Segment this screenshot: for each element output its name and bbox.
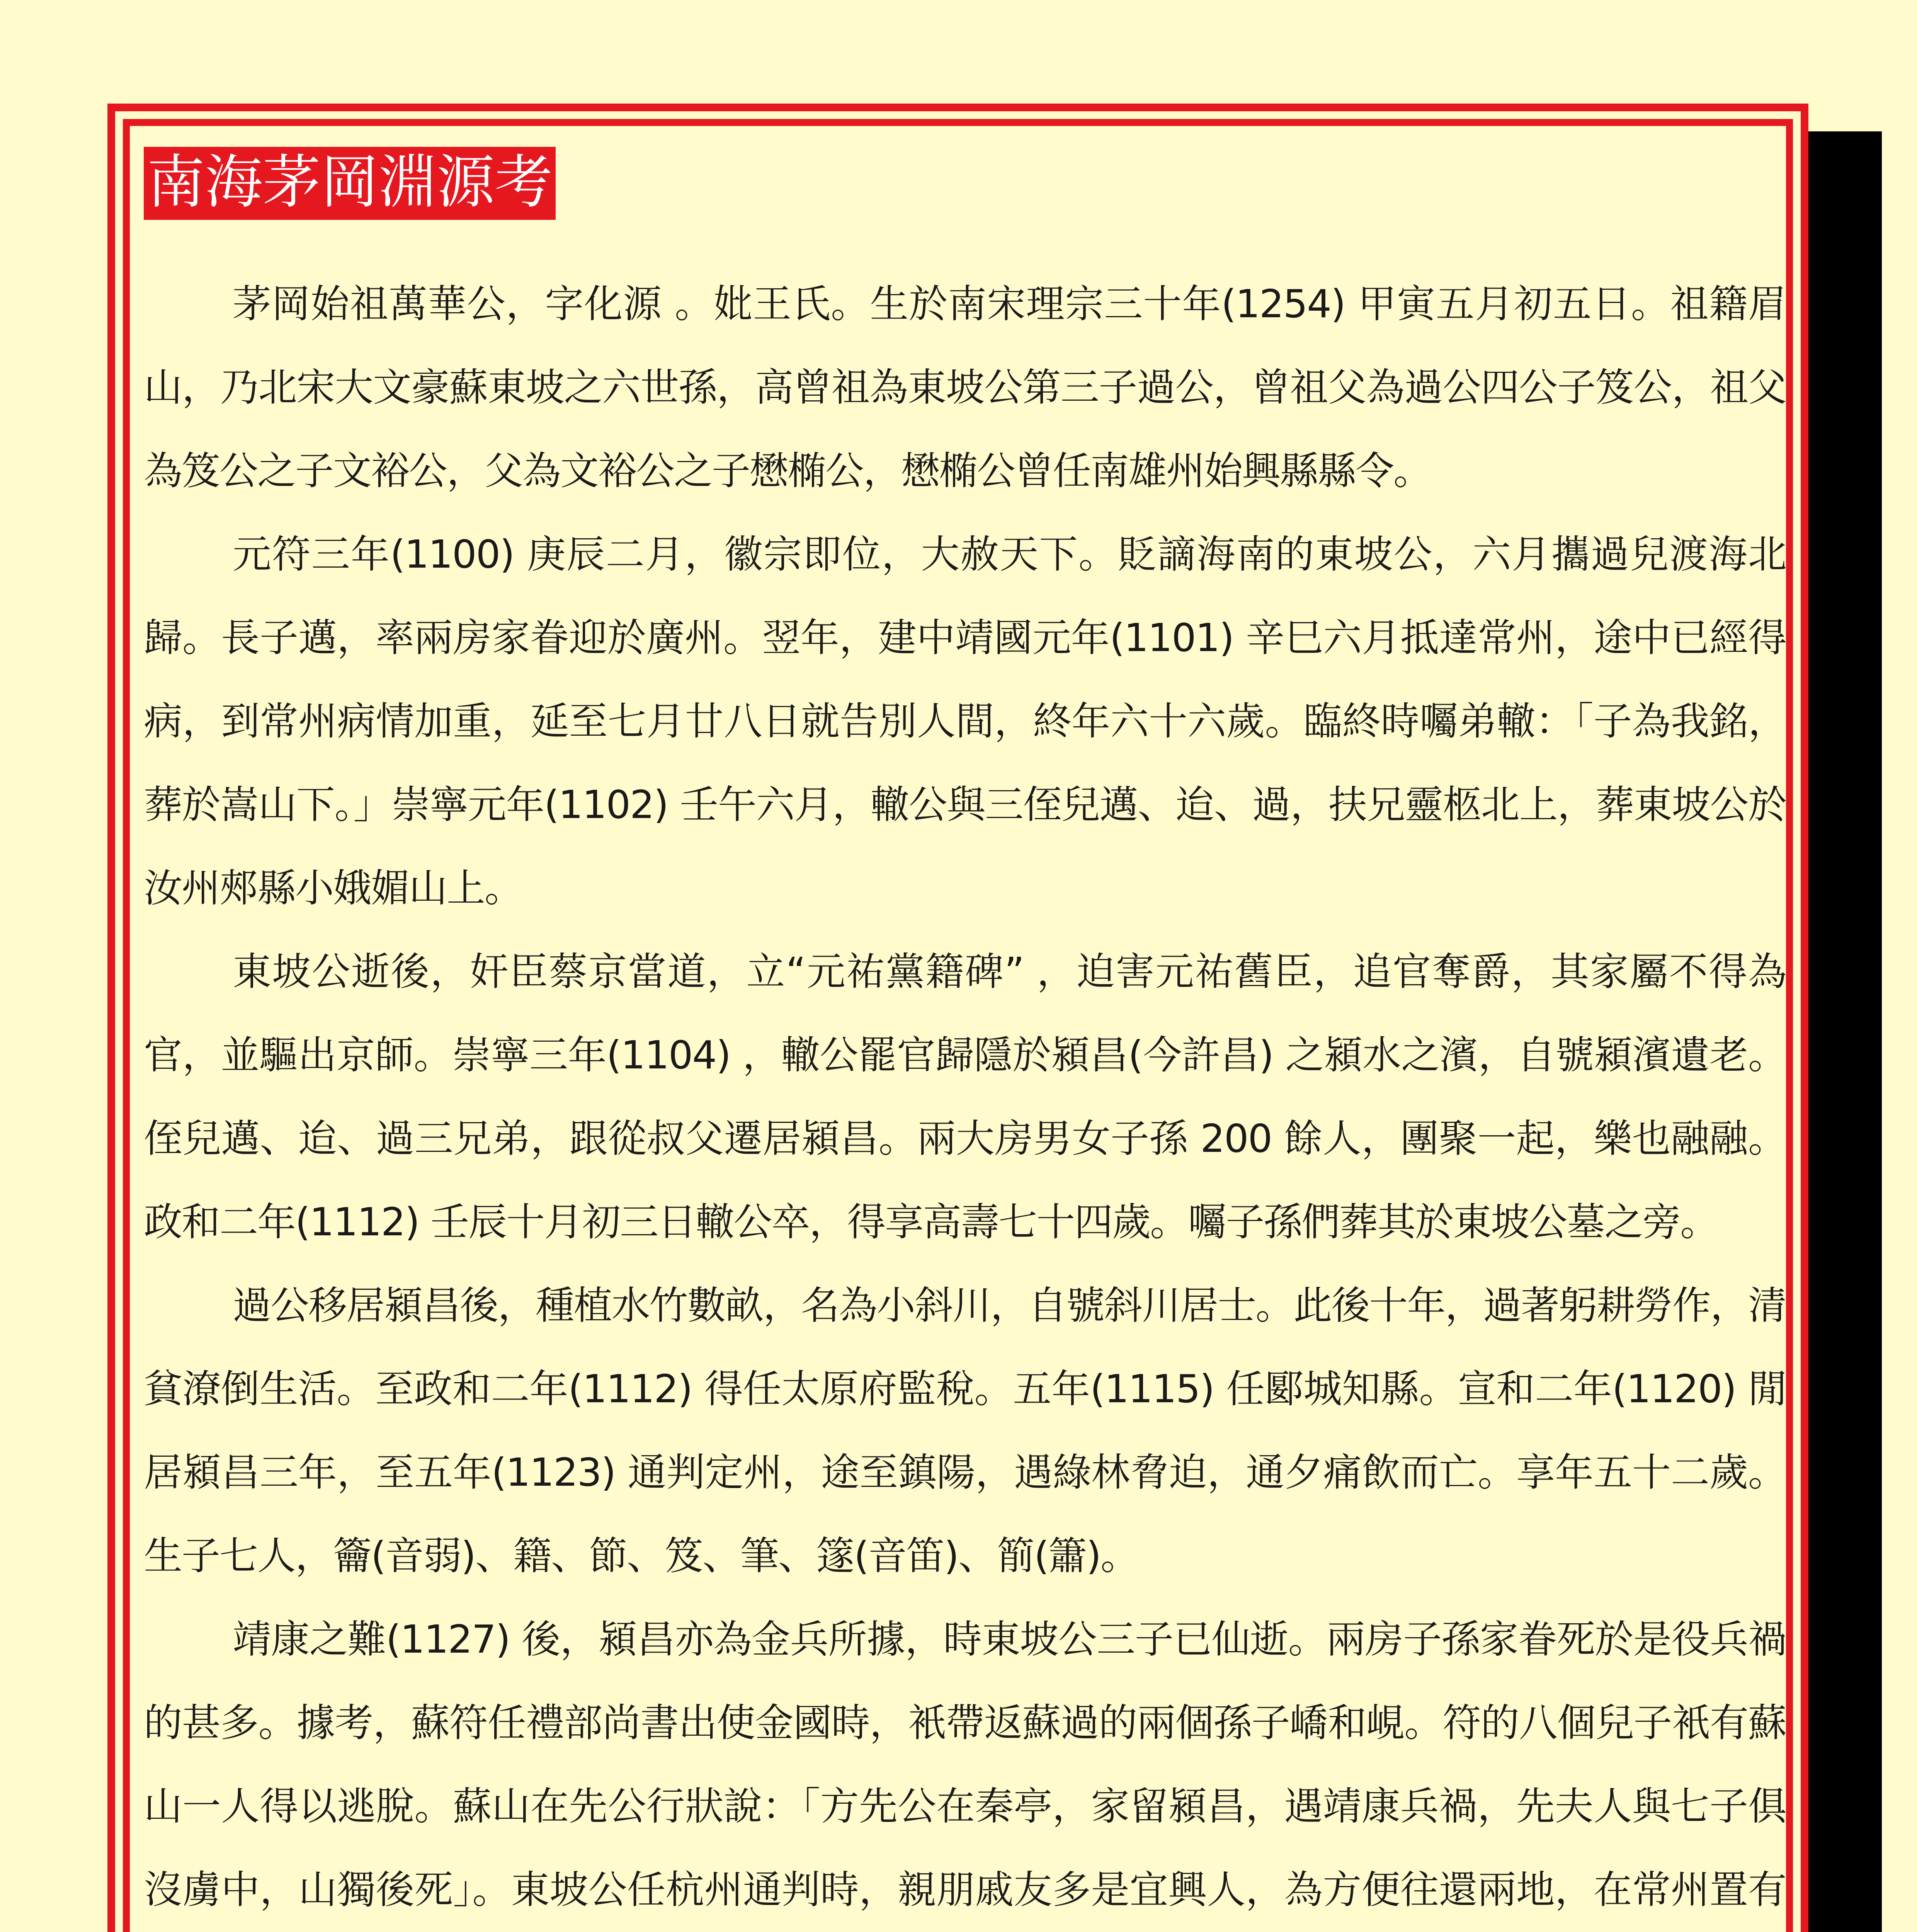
document-body <box>144 147 1786 1932</box>
paragraph: 東坡公逝後，奸臣蔡京當道，立“元祐黨籍碑” ，迫害元祐舊臣，追官奪爵，其家屬不得為官，並驅出京師。崇寧三年(1104) ，轍公罷官歸隱於潁昌(今許昌) 之潁水之濱，自號潁濱遺老。侄兒邁、迨、過三兄弟，跟從叔父遷居潁昌。兩大房男女子孫 200 餘人，團聚一起，樂也融融。政和二年(1112) 壬辰十月初三日轍公卒，得享高壽七十四歲。囑子孫們葬其於東坡公墓之旁。 <box>144 949 1786 1245</box>
paragraph: 元符三年(1100) 庚辰二月，徽宗即位，大赦天下。貶謫海南的東坡公，六月攜過兒渡海北歸。長子邁，率兩房家眷迎於廣州。翌年，建中靖國元年(1101) 辛巳六月抵達常州，途中已經得病，到常州病情加重，延至七月廿八日就告別人間，終年六十六歲。臨終時囑弟轍：「子為我銘，葬於嵩山下。」崇寧元年(1102) 壬午六月，轍公與三侄兒邁、迨、過，扶兄靈柩北上，葬東坡公於汝州郟縣小娥媚山上。 <box>144 531 1786 911</box>
document-title: 南海茅岡淵源考 <box>144 147 556 220</box>
paragraph: 靖康之難(1127) 後，潁昌亦為金兵所據，時東坡公三子已仙逝。兩房子孫家眷死於是役兵禍的甚多。據考，蘇符任禮部尚書出使金國時，衹帶返蘇過的兩個孫子嶠和峴。符的八個兒子衹有蘇山一人得以逃脫。蘇山在先公行狀說：「方先公在秦亭，家留潁昌，遇靖康兵禍，先夫人與七子俱沒虜中，山獨後死」。東坡公任杭州通判時，親朋戚友多是宜興人，為方便往還兩地，在常州置有 <box>144 1616 1786 1912</box>
paragraph: 茅岡始祖萬華公，字化源 。妣王氏。生於南宋理宗三十年(1254) 甲寅五月初五日。祖籍眉山，乃北宋大文豪蘇東坡之六世孫，高曾祖為東坡公第三子過公，曾祖父為過公四公子笈公，祖父為笈公之子文裕公，父為文裕公之子懋椭公，懋椭公曾任南雄州始興縣縣令。 <box>144 281 1786 493</box>
paragraph: 過公移居潁昌後，種植水竹數畝，名為小斜川，自號斜川居士。此後十年，過著躬耕勞作，清貧潦倒生活。至政和二年(1112) 得任太原府監稅。五年(1115) 任郾城知縣。宣和二年(1120) 閒居潁昌三年，至五年(1123) 通判定州，途至鎮陽，遇綠林脅迫，通夕痛飲而亡。享年五十二歲。生子七人，籥(音弱)、籍、節、笈、筆、篴(音笛)、箾(簫)。 <box>144 1282 1786 1578</box>
